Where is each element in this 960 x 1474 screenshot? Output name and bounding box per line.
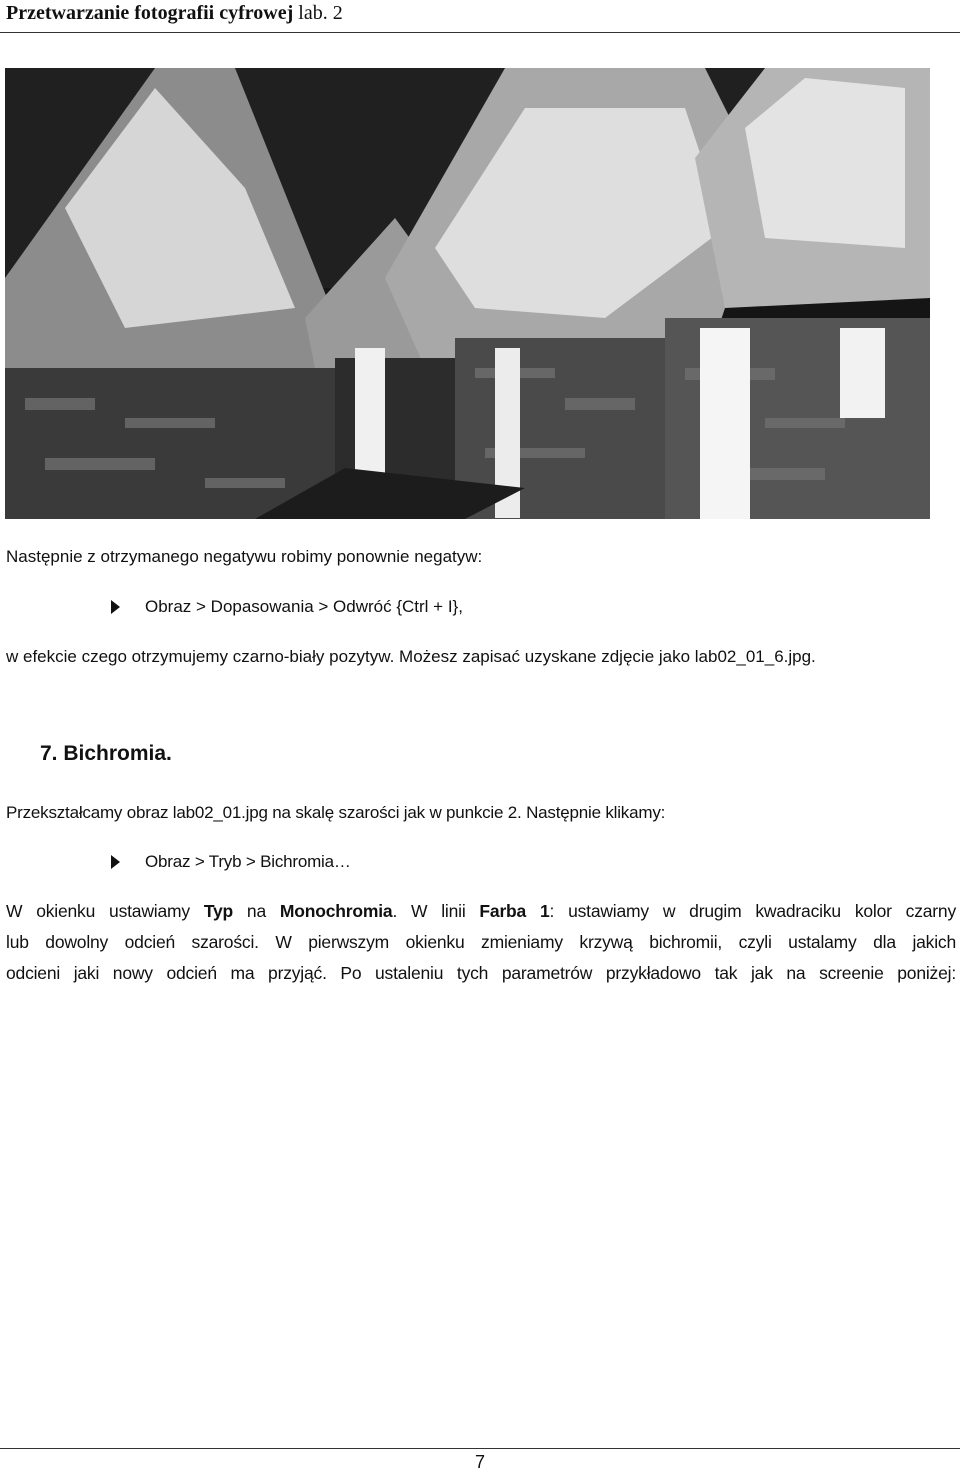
- paragraph-duotone-line1: W okienku ustawiamy Typ na Monochromia. W linii Farba 1: ustawiamy w drugim kwadraciku kolor czarny: [6, 901, 956, 921]
- section-heading: 7. Bichromia.: [40, 742, 172, 765]
- paragraph-duotone-line3: odcieni jaki nowy odcień ma przyjąć. Po ustaleniu tych parametrów przykładowo tak jak na screenie poniżej:: [6, 963, 956, 983]
- paragraph-positive: w efekcie czego otrzymujemy czarno-biały pozytyw. Możesz zapisać uzyskane zdjęcie jako lab02_01_6.jpg.: [6, 647, 816, 666]
- bullet-invert: [111, 592, 463, 622]
- page-number: 7: [474, 1452, 485, 1472]
- header-rule: [0, 32, 960, 33]
- negative-photo: [5, 68, 930, 519]
- paragraph-negative: Następnie z otrzymanego negatywu robimy ponownie negatyw:: [6, 547, 483, 566]
- bullet-duotone-text: Obraz > Tryb > Bichromia…: [145, 852, 351, 871]
- paragraph-grayscale: Przekształcamy obraz lab02_01.jpg na skalę szarości jak w punkcie 2. Następnie klikamy:: [6, 803, 666, 822]
- footer-rule: [0, 1448, 960, 1449]
- paragraph-duotone-line2: lub dowolny odcień szarości. W pierwszym okienku zmieniamy krzywą bichromii, czyli ustalamy dla jakich: [6, 932, 956, 952]
- page-header: [0, 0, 960, 33]
- header-title: Przetwarzanie fotografii cyfrowej lab. 2: [6, 2, 343, 24]
- bullet-invert-text: Obraz > Dopasowania > Odwróć {Ctrl + I},: [145, 597, 463, 616]
- negative-photo-trulli-houses-icon: [5, 68, 930, 519]
- bullet-arrow-icon: [111, 600, 120, 614]
- bullet-arrow-icon: [111, 855, 120, 869]
- bullet-duotone: [111, 847, 351, 877]
